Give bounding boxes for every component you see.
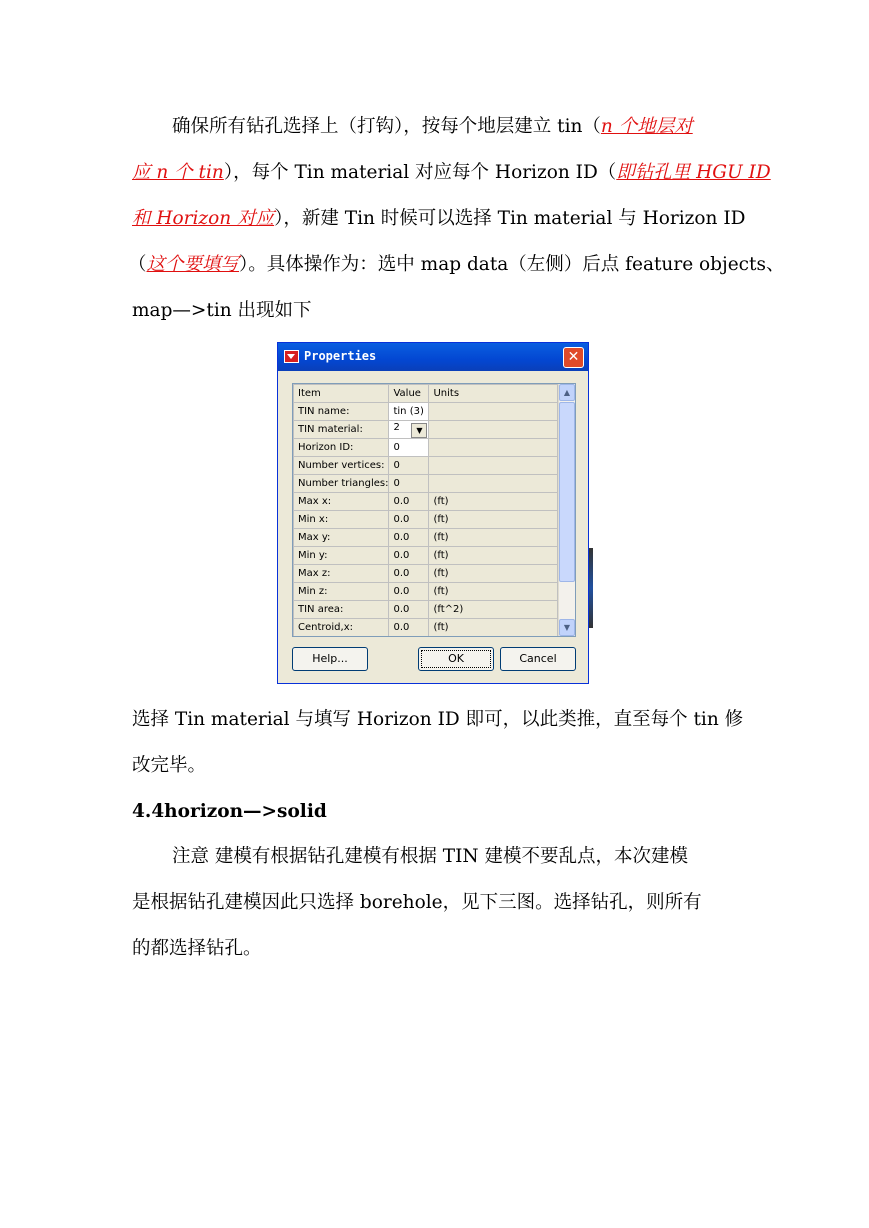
row-item: Centroid,x: xyxy=(294,619,389,637)
row-units: (ft) xyxy=(429,565,558,583)
text: ）。具体操作为：选中 map data（左侧）后点 feature objects、 xyxy=(239,254,785,275)
table-row xyxy=(294,403,558,421)
row-item: TIN material: xyxy=(294,421,389,439)
tin-material-value: 2 xyxy=(393,421,400,433)
note-red: 这个要填写 xyxy=(146,254,240,275)
table-row xyxy=(294,529,558,547)
table-row xyxy=(294,565,558,583)
row-units xyxy=(429,403,558,421)
para2-line1: 选择 Tin material 与填写 Horizon ID 即可，以此类推，直至每个 tin 修 xyxy=(132,709,744,730)
row-value: 0.0 xyxy=(389,511,429,529)
table-row xyxy=(294,619,558,637)
row-value: 0.0 xyxy=(389,619,429,637)
row-units: (ft) xyxy=(429,493,558,511)
row-value: 0.0 xyxy=(389,493,429,511)
table-row xyxy=(294,583,558,601)
table-row xyxy=(294,601,558,619)
table-row xyxy=(294,457,558,475)
row-item: Number triangles: xyxy=(294,475,389,493)
row-units xyxy=(429,439,558,457)
para1-line1 xyxy=(172,114,782,140)
note-red: n 个地层对 xyxy=(600,116,693,137)
image-edge-strip xyxy=(589,548,593,628)
row-units: (ft^2) xyxy=(429,601,558,619)
table-row xyxy=(294,547,558,565)
row-item: Max z: xyxy=(294,565,389,583)
properties-grid xyxy=(292,383,576,637)
scroll-up-icon[interactable]: ▲ xyxy=(559,384,575,401)
note-red: 和 Horizon 对应 xyxy=(132,208,275,229)
horizon-id-input[interactable]: 0 xyxy=(389,439,429,457)
table-row xyxy=(294,511,558,529)
table-row xyxy=(294,421,558,439)
para2-line2: 改完毕。 xyxy=(132,755,207,776)
help-button[interactable]: Help... xyxy=(292,647,368,671)
note-red: 即钻孔里 HGU ID xyxy=(616,162,771,183)
close-button[interactable]: ✕ xyxy=(563,347,584,368)
row-units xyxy=(429,421,558,439)
row-units: (ft) xyxy=(429,511,558,529)
properties-dialog xyxy=(277,342,589,684)
para3-line3: 的都选择钻孔。 xyxy=(132,938,262,959)
row-item: Number vertices: xyxy=(294,457,389,475)
table-row xyxy=(294,475,558,493)
row-item: Horizon ID: xyxy=(294,439,389,457)
para1-line3 xyxy=(132,206,746,232)
chevron-down-icon[interactable]: ▼ xyxy=(411,423,427,438)
cancel-button[interactable]: Cancel xyxy=(500,647,576,671)
para1-line2 xyxy=(132,160,771,186)
text: ），新建 Tin 时候可以选择 Tin material 与 Horizon ID xyxy=(274,208,746,229)
row-value: 0.0 xyxy=(389,565,429,583)
note-red: 应 n 个 tin xyxy=(132,162,224,183)
row-units: (ft) xyxy=(429,529,558,547)
row-units xyxy=(429,475,558,493)
row-units: (ft) xyxy=(429,619,558,637)
row-item: Min y: xyxy=(294,547,389,565)
row-units xyxy=(429,457,558,475)
row-value: 0.0 xyxy=(389,601,429,619)
text: ），每个 Tin material 对应每个 Horizon ID（ xyxy=(223,162,617,183)
row-item: TIN name: xyxy=(294,403,389,421)
dialog-title: Properties xyxy=(304,349,377,363)
para3-line2: 是根据钻孔建模因此只选择 borehole，见下三图。选择钻孔，则所有 xyxy=(132,892,702,913)
dialog-titlebar[interactable] xyxy=(278,343,588,371)
para3-line1: 注意 建模有根据钻孔建模有根据 TIN 建模不要乱点，本次建模 xyxy=(172,846,688,867)
row-value: 0 xyxy=(389,457,429,475)
header-value[interactable]: Value xyxy=(389,385,429,403)
properties-table xyxy=(293,384,558,637)
header-item[interactable]: Item xyxy=(294,385,389,403)
section-heading: 4.4horizon—>solid xyxy=(132,801,327,822)
row-value: 0.0 xyxy=(389,529,429,547)
row-item: Min z: xyxy=(294,583,389,601)
para1-line5: map—>tin 出现如下 xyxy=(132,300,312,321)
para1-line4 xyxy=(128,252,785,278)
tin-name-input[interactable]: tin (3) xyxy=(389,403,429,421)
text: （ xyxy=(128,254,147,275)
table-row xyxy=(294,493,558,511)
header-row xyxy=(294,385,558,403)
header-units[interactable]: Units xyxy=(429,385,558,403)
row-units: (ft) xyxy=(429,547,558,565)
row-value: 0.0 xyxy=(389,583,429,601)
app-icon xyxy=(284,350,299,363)
ok-button[interactable]: OK xyxy=(418,647,494,671)
table-row xyxy=(294,439,558,457)
row-units: (ft) xyxy=(429,583,558,601)
row-value: 0 xyxy=(389,475,429,493)
row-item: Max y: xyxy=(294,529,389,547)
row-item: Max x: xyxy=(294,493,389,511)
vertical-scrollbar[interactable] xyxy=(558,384,575,636)
scroll-thumb[interactable] xyxy=(559,402,575,582)
scroll-down-icon[interactable]: ▼ xyxy=(559,619,575,636)
row-item: Min x: xyxy=(294,511,389,529)
row-value: 0.0 xyxy=(389,547,429,565)
tin-material-select[interactable] xyxy=(389,421,429,439)
row-item: TIN area: xyxy=(294,601,389,619)
text: 确保所有钻孔选择上（打钩），按每个地层建立 tin（ xyxy=(172,116,601,137)
